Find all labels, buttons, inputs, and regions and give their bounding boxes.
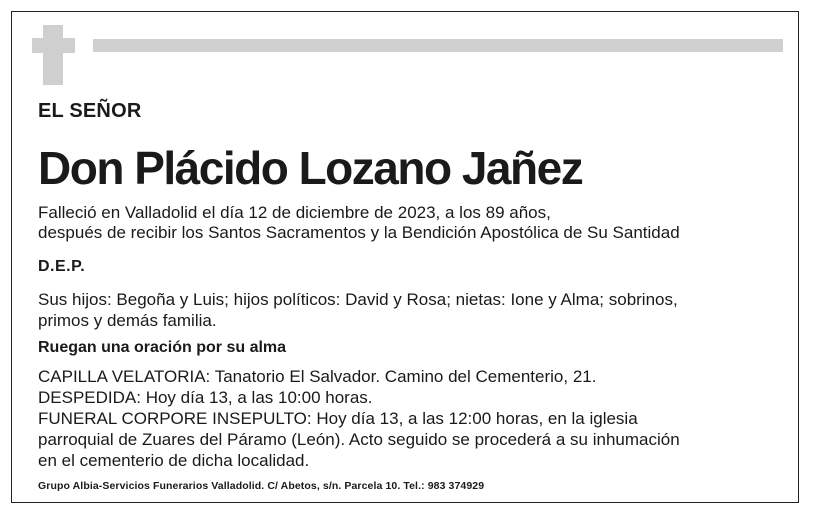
prayer-request: Ruegan una oración por su alma [38, 339, 287, 356]
cross-icon-bar [32, 38, 75, 53]
farewell-info: DESPEDIDA: Hoy día 13, a las 10:00 horas. [38, 388, 373, 407]
funeral-info-line-2: parroquial de Zuares del Páramo (León). Acto seguido se procederá a su inhumación [38, 430, 680, 449]
family-line-1: Sus hijos: Begoña y Luis; hijos políticos: David y Rosa; nietas: Ione y Alma; sobrinos, [38, 290, 678, 309]
funeral-info-line-1: FUNERAL CORPORE INSEPULTO: Hoy día 13, a las 12:00 horas, en la iglesia [38, 409, 638, 428]
dep-label: D.E.P. [38, 258, 86, 275]
funeral-info-line-3: en el cementerio de dicha localidad. [38, 451, 310, 470]
chapel-info: CAPILLA VELATORIA: Tanatorio El Salvador. Camino del Cementerio, 21. [38, 367, 597, 386]
honorific: EL SEÑOR [38, 100, 142, 122]
deceased-name: Don Plácido Lozano Jañez [38, 142, 583, 194]
death-notice-line-1: Falleció en Valladolid el día 12 de diciembre de 2023, a los 89 años, [38, 203, 551, 222]
death-notice-line-2: después de recibir los Santos Sacramentos y la Bendición Apostólica de Su Santidad [38, 223, 680, 242]
family-line-2: primos y demás familia. [38, 311, 217, 330]
decorative-bar [93, 39, 783, 52]
funeral-home-footer: Grupo Albia-Servicios Funerarios Valladolid. C/ Abetos, s/n. Parcela 10. Tel.: 983 374929 [38, 480, 485, 492]
cross-icon [43, 25, 63, 85]
